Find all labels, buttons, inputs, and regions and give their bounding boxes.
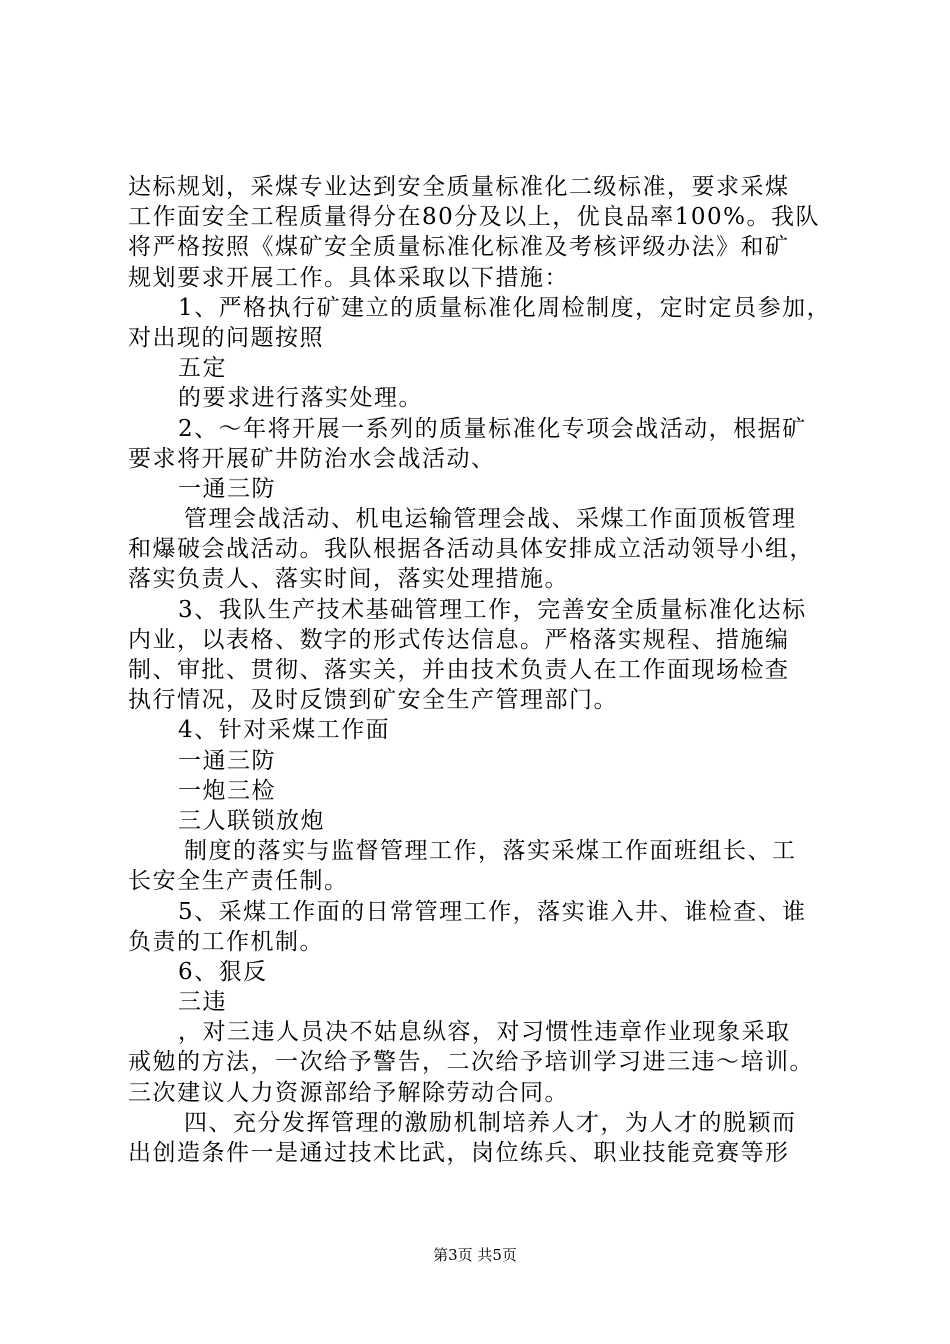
text-line: 制度的落实与监督管理工作，落实采煤工作面班组长、工	[184, 838, 797, 865]
text-line: 内业，以表格、数字的形式传达信息。严格落实规程、措施编	[128, 626, 790, 653]
text-line: 戒勉的方法，一次给予警告，二次给予培训学习进三违～培训。	[128, 1049, 814, 1076]
text-line: 负责的工作机制。	[128, 928, 324, 955]
document-body	[128, 172, 832, 1168]
text-line: 管理会战活动、机电运输管理会战、采煤工作面顶板管理	[184, 506, 797, 533]
text-line: 5、采煤工作面的日常管理工作，落实谁入井、谁检查、谁	[178, 898, 807, 925]
text-line: 工作面安全工程质量得分在80分及以上，优良品率100%。我队	[128, 204, 821, 231]
text-line: 五定	[178, 355, 227, 382]
text-line: 3、我队生产技术基础管理工作，完善安全质量标准化达标	[178, 596, 807, 623]
text-line: 规划要求开展工作。具体采取以下措施：	[128, 264, 569, 291]
text-line: 执行情况，及时反馈到矿安全生产管理部门。	[128, 687, 618, 714]
text-line: 制、审批、贯彻、落实关，并由技术负责人在工作面现场检查	[128, 657, 790, 683]
text-line: 1、严格执行矿建立的质量标准化周检制度，定时定员参加，	[178, 294, 832, 321]
text-line: 三次建议人力资源部给予解除劳动合同。	[128, 1079, 569, 1106]
text-line: 落实负责人、落实时间，落实处理措施。	[128, 566, 569, 593]
text-line: 一通三防	[178, 475, 276, 502]
text-line: 的要求进行落实处理。	[178, 385, 423, 412]
text-line: 出创造条件一是通过技术比武，岗位练兵、职业技能竞赛等形	[128, 1140, 790, 1166]
text-line: 和爆破会战活动。我队根据各活动具体安排成立活动领导小组，	[128, 536, 814, 563]
text-line: 要求将开展矿井防治水会战活动、	[128, 445, 496, 472]
text-line: 三人联锁放炮	[178, 807, 325, 834]
text-line: 对出现的问题按照	[128, 324, 324, 351]
text-line: 6、狠反	[178, 958, 268, 985]
text-line: 长安全生产责任制。	[128, 868, 349, 895]
page-footer: 第3页 共5页	[433, 1246, 517, 1264]
text-line: 四、充分发挥管理的激励机制培养人才，为人才的脱颖而	[184, 1109, 797, 1136]
text-line: 三违	[178, 989, 227, 1016]
text-line: 一通三防	[178, 747, 276, 774]
text-line: 将严格按照《煤矿安全质量标准化标准及考核评级办法》和矿	[128, 234, 790, 261]
text-line: ，对三违人员决不姑息纵容，对习惯性违章作业现象采取	[178, 1019, 791, 1046]
text-line: 一炮三检	[178, 777, 276, 804]
text-line: 达标规划，采煤专业达到安全质量标准化二级标准，要求采煤	[128, 174, 790, 200]
text-line: 2、～年将开展一系列的质量标准化专项会战活动，根据矿	[178, 415, 807, 442]
text-line: 4、针对采煤工作面	[178, 717, 391, 744]
